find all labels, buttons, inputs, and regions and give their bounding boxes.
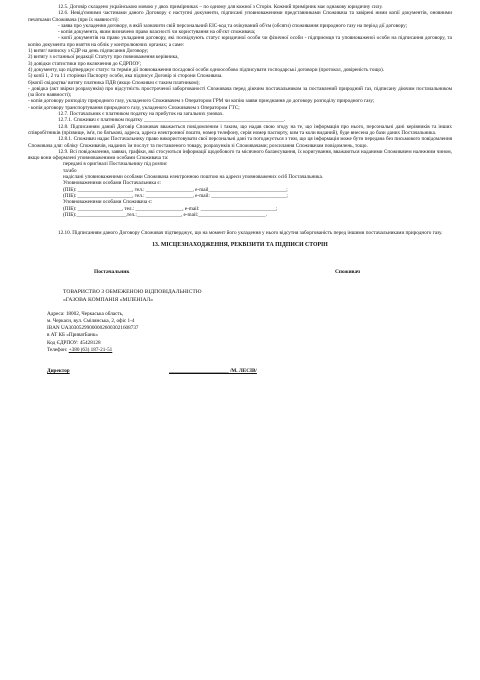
parties-header bbox=[28, 269, 452, 275]
consumer-rep-2: (ПІБ):___________________,тел.:_________________, e-mail:__________________________. bbox=[63, 211, 267, 218]
phone-label: Телефон: bbox=[47, 346, 69, 353]
clause-12-8-1: 12.8.1. Споживач надає Постачальнику право використовувати свої персональні дані та погоджується з тим, що ця інформація може бути передана без письмового повідомлення Споживача для: обліку Споживачів, наданих їм послуг та поставленого товару, розрахунків зі Споживачами; розсилання Споживачам повідомлень, тощо. bbox=[28, 136, 452, 149]
edrpou-code: Код ЄДРПОУ: 45428128 bbox=[47, 339, 101, 346]
address-line-2: м. Черкаси, вул. Смілянська, 2, офіс 1-4 bbox=[47, 318, 135, 325]
doc-item-application: - заява про укладення договору, в якій зазначити свій персональний EIC-код та очікуваний об'єм (обсяги) споживання природного газу на період дії договору; bbox=[58, 22, 408, 29]
phone-link[interactable]: +380 (63) 187-21-51 bbox=[68, 346, 113, 353]
clause-12-7: 12.7. Постачальник є платником податку на прибуток на загальних умовах. bbox=[58, 111, 224, 118]
doc-item-2: 2) витягу з останньої редакції Статуту про повноваження керівника, bbox=[28, 54, 179, 61]
company-name-line-1: ТОВАРИСТВО З ОБМЕЖЕНОЮ ВІДПОВІДАЛЬНІСТЮ bbox=[63, 289, 202, 296]
company-name-line-2: «ГАЗОВА КОМПАНІЯ «МІЛЕНІАЛ» bbox=[63, 296, 154, 303]
clause-12-9: 12.9. Всі повідомлення, заявки, графіки, які стосуються інформації щодобового та місячного балансування, їх коригування, вважаються наданими Споживачем належним чином, якщо вони оформлені уповноваженими особами Споживача та: bbox=[28, 148, 452, 162]
delivery-line-3: надіслані уповноваженими особами Споживача електронною поштою на адреси уповноважених осіб Постачальника. bbox=[63, 174, 324, 181]
doc-item-3: 3) довідки статистики про включення до ЄДРПОУ; bbox=[28, 60, 141, 67]
clause-12-10: 12.10. Підписанням даного Договору Споживач підтверджує, що на момент його укладення у нього відсутня заборгованість перед іншими постачальниками природного газу. bbox=[58, 230, 443, 237]
clause-12-5: 12.5. Договір складено українською мовою у двох примірниках – по одному для кожної з Сторін. Кожний примірник має однакову юридичну силу. bbox=[58, 4, 383, 10]
doc-item-5: 5) копії 1, 2 та 11 сторінки Паспорту особи, яка підписує Договір зі сторони Споживача. bbox=[28, 73, 223, 80]
company-details bbox=[47, 311, 452, 354]
director-label: Директор bbox=[47, 367, 70, 374]
doc-item-debt: - довідка (акт звірки розрахунків) про відсутність простроченої заборгованості Споживача перед діючим постачальником за поставлений природний газ, підписану діючим постачальником (за його наявності); bbox=[28, 85, 452, 99]
doc-item-status: - копії документів на право укладання договору, які посвідчують статус юридичної особи чи фізичної особи - підприємця та уповноваженої особи на підписання договору, та копію документа про взяття на облік у контролюючих органах; а саме: bbox=[28, 35, 452, 48]
supplier-rep-2: (ПІБ): _____________________, тел.: __________________, e-mail: _____________________________; bbox=[63, 192, 288, 199]
clause-12-8: 12.8. Підписанням даний Договір Споживач вважається повідомленим і таким, що надав свою згоду на те, що інформація про нього, персональні дані керівників та інших співробітників (прізвище, ім'я, по батькові, адреса, адреса електронної пошти, номер телефону, серія номер паспорту, ким та коли виданий), буде внесена до бази даних Постачальника. bbox=[28, 123, 452, 136]
doc-item-distribution: - копія договору розподілу природного газу, укладеного Споживачем з Оператором ГРМ чи копію заяви приєднання до договору розподілу природного газу; bbox=[28, 98, 375, 105]
doc-item-ownership: - копія документа, яким визначено право власності чи користування на об'єкт споживача; bbox=[58, 29, 256, 36]
supplier-rep-1: (ПІБ): _____________________, тел.: __________________, e-mail______________________________; bbox=[63, 186, 288, 193]
signature-block bbox=[47, 368, 452, 374]
doc-item-6: 6)копії свідоцтва/ витягу платника ПДВ (якщо Споживач є таким платником); bbox=[28, 79, 200, 86]
bank: в АТ КБ «ПриватБанк» bbox=[47, 332, 98, 339]
supplier-reps-label: Уповноваженими особами Постачальника є: bbox=[63, 180, 162, 187]
signature-line: _______________________ /М. ЛЕСІВ/ bbox=[169, 367, 257, 374]
doc-item-transport: - копія договору транспортування природного газу, укладеного Споживачем з Оператором ГТС; bbox=[28, 104, 240, 111]
iban: IBAN UA303052990000026003021608737 bbox=[47, 325, 139, 332]
clause-12-7-1: 12.7.1. Споживач є платником податку ______________________________________________________. bbox=[58, 117, 286, 124]
consumer-rep-1: (ПІБ): _________________, тел.: __________________, e-mail: _____________________________; bbox=[63, 205, 278, 212]
company-name bbox=[63, 289, 452, 304]
delivery-line-2: та/або bbox=[63, 167, 77, 174]
section-title: 13. МІСЦЕЗНАХОДЖЕННЯ, РЕКВІЗИТИ ТА ПІДПИСИ СТОРІН bbox=[152, 242, 328, 249]
clause-12-6: 12.6. Невід'ємними частинами даного Договору є наступні документи, підписані уповноваженими представниками Споживача та завірені ними копії документів, оновними печатками Споживача (при їх наявності): bbox=[28, 10, 452, 23]
consumer-reps-label: Уповноваженими особами Споживача є: bbox=[63, 199, 153, 206]
consumer-label: Споживач bbox=[334, 269, 360, 276]
delivery-line-1: передані в оригіналі Постачальнику під розпис bbox=[63, 161, 168, 168]
doc-item-4: 4) документу, що підтверджує статус та термін дії повноваження посадової особи одноособово підписувати господарські договори (протокол, довіреність тощо). bbox=[28, 66, 385, 73]
phone-row bbox=[47, 347, 452, 354]
address-line-1: Адреса: 18002, Черкаська область, bbox=[47, 311, 124, 318]
supplier-label: Постачальник bbox=[94, 269, 130, 276]
doc-item-1: 1) витяг/ виписку з ЄДР на день підписання Договору; bbox=[28, 48, 149, 55]
